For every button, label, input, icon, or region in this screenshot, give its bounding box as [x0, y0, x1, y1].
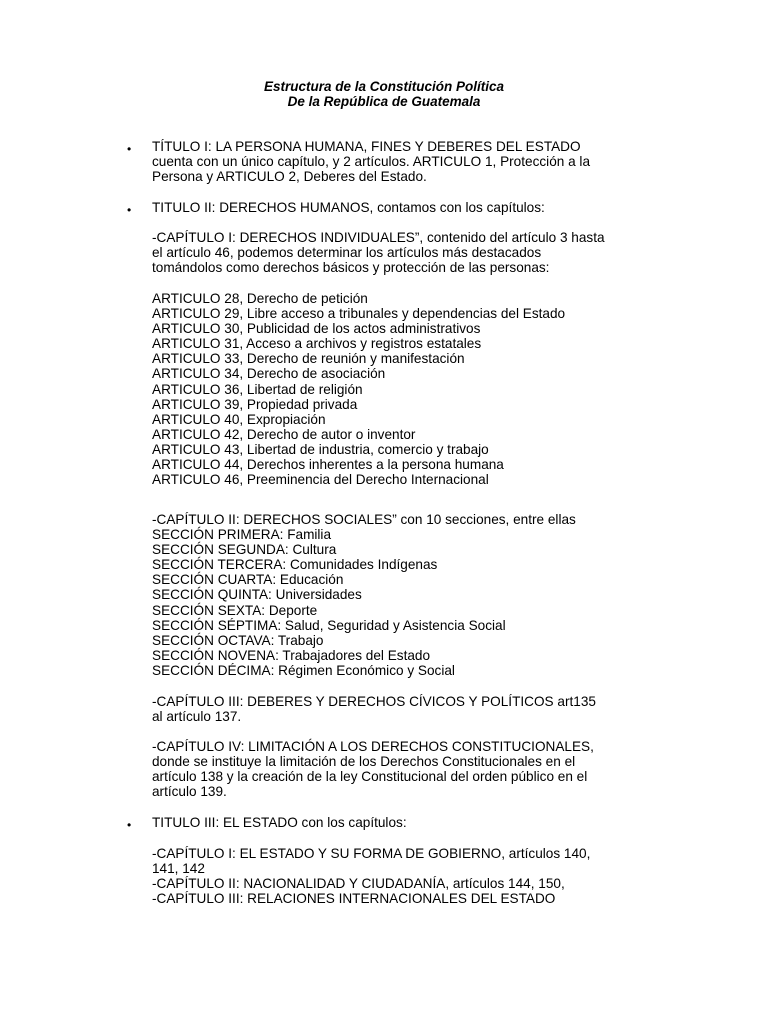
text-line: -CAPÍTULO II: DERECHOS SOCIALES” con 10 secciones, entre ellas — [152, 512, 576, 527]
list-item: SECCIÓN CUARTA: Educación — [152, 572, 344, 588]
list-item: ARTICULO 33, Derecho de reunión y manifestación — [152, 351, 465, 367]
text-line: artículo 139. — [152, 784, 227, 800]
capitulo-4-paragraph — [152, 739, 594, 799]
list-item: SECCIÓN NOVENA: Trabajadores del Estado — [152, 647, 431, 663]
bullet-icon: • — [127, 203, 132, 217]
list-item: SECCIÓN OCTAVA: Trabajo — [152, 632, 324, 648]
list-item: ARTICULO 40, Expropiación — [152, 411, 326, 427]
list-item: ARTICULO 43, Libertad de industria, comercio y trabajo — [152, 441, 489, 457]
capitulo-1-intro — [152, 230, 605, 275]
text-line: el artículo 46, podemos determinar los artículos más destacados — [152, 245, 542, 261]
text-line: 141, 142 — [152, 861, 205, 877]
text-line: -CAPÍTULO I: DERECHOS INDIVIDUALES”, contenido del artículo 3 hasta — [152, 230, 605, 245]
bullet-icon: • — [127, 142, 132, 156]
text-line: donde se instituye la limitación de los Derechos Constitucionales en el — [152, 754, 576, 770]
list-item: ARTICULO 39, Propiedad privada — [152, 396, 358, 412]
text-line: tomándolos como derechos básicos y protección de las personas: — [152, 260, 550, 276]
titulo-2-heading: TITULO II: DERECHOS HUMANOS, contamos con los capítulos: — [152, 200, 545, 215]
list-item: SECCIÓN DÉCIMA: Régimen Económico y Social — [152, 662, 455, 678]
list-item: SECCIÓN PRIMERA: Familia — [152, 527, 332, 543]
text-line: -CAPÍTULO I: EL ESTADO Y SU FORMA DE GOBIERNO, artículos 140, — [152, 846, 591, 861]
list-item: SECCIÓN SEXTA: Deporte — [152, 602, 318, 618]
titulo-3-heading: TITULO III: EL ESTADO con los capítulos: — [152, 815, 407, 830]
list-item: ARTICULO 36, Libertad de religión — [152, 381, 363, 397]
list-item: ARTICULO 44, Derechos inherentes a la persona humana — [152, 457, 504, 473]
text-line: Persona y ARTICULO 2, Deberes del Estado. — [152, 169, 427, 185]
document-title-line-2: De la República de Guatemala — [287, 94, 481, 109]
capitulo-3-paragraph — [152, 694, 596, 724]
bullet-icon: • — [127, 818, 132, 832]
list-item: ARTICULO 34, Derecho de asociación — [152, 366, 386, 382]
list-item: ARTICULO 46, Preeminencia del Derecho Internacional — [152, 472, 489, 488]
titulo-1-paragraph — [152, 139, 590, 184]
text-line: al artículo 137. — [152, 709, 242, 725]
text-line: -CAPÍTULO II: NACIONALIDAD Y CIUDADANÍA, artículos 144, 150, — [152, 876, 565, 892]
capitulo-2-list — [152, 512, 576, 678]
document-title-line-1: Estructura de la Constitución Política — [263, 79, 505, 94]
text-line: artículo 138 y la creación de la ley Constitucional del orden público en el — [152, 769, 588, 785]
text-line: TÍTULO I: LA PERSONA HUMANA, FINES Y DEBERES DEL ESTADO — [152, 139, 581, 154]
titulo-3-capitulos — [152, 846, 590, 906]
list-item: ARTICULO 28, Derecho de petición — [152, 291, 368, 306]
text-line: -CAPÍTULO IV: LIMITACIÓN A LOS DERECHOS CONSTITUCIONALES, — [152, 739, 594, 754]
text-line: -CAPÍTULO III: DEBERES Y DERECHOS CÍVICOS Y POLÍTICOS art135 — [152, 694, 596, 709]
text-line: -CAPÍTULO III: RELACIONES INTERNACIONALES DEL ESTADO — [152, 891, 556, 907]
articulos-list — [152, 291, 565, 487]
list-item: ARTICULO 30, Publicidad de los actos administrativos — [152, 321, 481, 337]
list-item: SECCIÓN SÉPTIMA: Salud, Seguridad y Asistencia Social — [152, 617, 506, 633]
list-item: ARTICULO 42, Derecho de autor o inventor — [152, 426, 416, 442]
list-item: SECCIÓN SEGUNDA: Cultura — [152, 542, 337, 558]
text-line: cuenta con un único capítulo, y 2 artículos. ARTICULO 1, Protección a la — [152, 154, 591, 170]
list-item: SECCIÓN TERCERA: Comunidades Indígenas — [152, 557, 438, 573]
list-item: ARTICULO 31, Acceso a archivos y registros estatales — [152, 336, 482, 352]
list-item: SECCIÓN QUINTA: Universidades — [152, 587, 362, 603]
list-item: ARTICULO 29, Libre acceso a tribunales y dependencias del Estado — [152, 306, 566, 322]
